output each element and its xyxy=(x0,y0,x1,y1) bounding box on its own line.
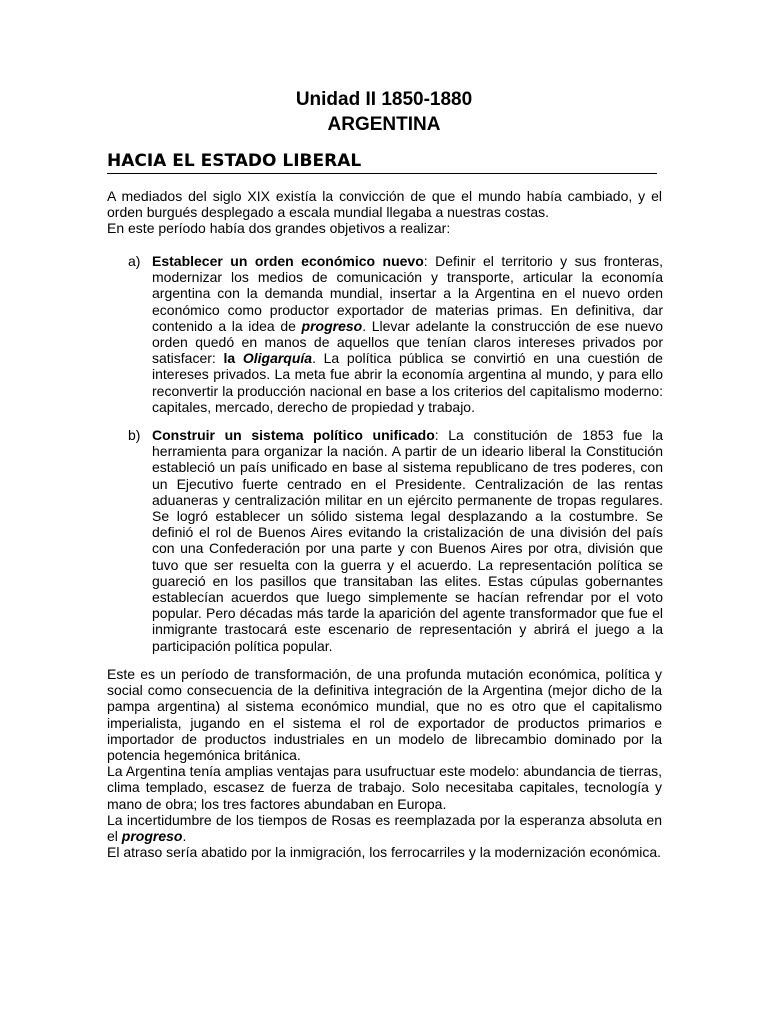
body-paragraph xyxy=(107,812,662,844)
paragraph-text: . xyxy=(182,828,187,845)
intro-paragraph: En este período había dos grandes objetivos a realizar: xyxy=(107,220,451,237)
emphasis-term: progreso xyxy=(301,317,363,334)
list-marker: a) xyxy=(128,253,141,269)
emphasis-term: progreso xyxy=(121,828,183,845)
body-paragraph: El atraso sería abatido por la inmigración, los ferrocarriles y la modernización económica. xyxy=(107,844,662,861)
emphasis-term: la xyxy=(223,350,243,367)
list-item-text: : La constitución de 1853 fue la herramienta para organizar la nación. A partir de un ideario liberal la Constitución estableció un país unificado en base al sistema republicano de tres poderes, con un Ejecutivo fuerte centrado en el Presidente. Centralización de las rentas aduaneras y centralización militar en un ejército permanente de tropas regulares. Se logró establecer un sólido sistema legal desplazando a la costumbre. Se definió el rol de Buenos Aires evitando la cristalización de una división del país con una Confederación por una parte y con Buenos Aires por otra, división que tuvo que ser resuelta con la guerra y el acuerdo. La representación política se guareció en los pasillos que transitaban las elites. Estas cúpulas gobernantes establecían acuerdos que luego simplemente se hacían refrendar por el voto popular. Pero décadas más tarde la aparición del agente transformador que fue el inmigrante trastocará este escenario de representación y abrirá el juego a la participación política popular. xyxy=(152,427,663,654)
list-item-b xyxy=(128,427,663,654)
list-item-text: . La política pública se convirtió en una cuestión de intereses privados. La meta fue abrir la economía argentina al mundo, y para ello reconvertir la producción nacional en base a los criterios del capitalismo moderno: capitales, mercado, derecho de propiedad y trabajo. xyxy=(152,350,663,415)
intro-paragraph: A mediados del siglo XIX existía la convicción de que el mundo había cambiado, y el orden burgués desplegado a escala mundial llegaba a nuestras costas. xyxy=(107,188,662,221)
body-paragraph: La Argentina tenía amplias ventajas para usufructuar este modelo: abundancia de tierras, clima templado, escasez de fuerza de trabajo. Solo necesitaba capitales, tecnología y mano de obra; los tres factores abundaban en Europa. xyxy=(107,763,662,812)
body-paragraph: Este es un período de transformación, de una profunda mutación económica, política y social como consecuencia de la definitiva integración de la Argentina (mejor dicho de la pampa argentina) al sistema económico mundial, que no es otro que el capitalismo imperialista, jugando en el sistema el rol de exportador de productos primarios e importador de productos industriales en un modelo de librecambio dominado por la potencia hegemónica británica. xyxy=(107,666,662,764)
paragraph-text: La incertidumbre de los tiempos de Rosas es reemplazada por la esperanza absoluta en el xyxy=(107,811,662,845)
emphasis-term: Oligarquía xyxy=(242,350,313,367)
document-subtitle: ARGENTINA xyxy=(327,114,441,135)
intro-block xyxy=(107,188,662,237)
list-item-a xyxy=(128,253,663,415)
list-item-lead: Construir un sistema político unificado xyxy=(152,427,435,443)
closing-block xyxy=(107,666,662,860)
list-item-text: . Llevar adelante la construcción de ese nuevo orden quedó en manos de aquellos que tenían claros intereses privados por satisfacer: xyxy=(152,317,664,367)
list-item-text: : Definir el territorio y sus fronteras, modernizar los medios de comunicación y transporte, articular la economía argentina con la demanda mundial, insertar a la Argentina en el nuevo orden económico como productor exportador de materias primas. En definitiva, dar contenido a la idea de xyxy=(152,253,663,334)
list-marker: b) xyxy=(128,427,141,443)
list-item-body xyxy=(152,427,663,654)
list-item-lead: Establecer un orden económico nuevo xyxy=(152,253,424,269)
section-heading: HACIA EL ESTADO LIBERAL xyxy=(107,150,657,174)
document-title: Unidad II 1850-1880 xyxy=(295,89,473,110)
list-item-body xyxy=(152,253,663,415)
